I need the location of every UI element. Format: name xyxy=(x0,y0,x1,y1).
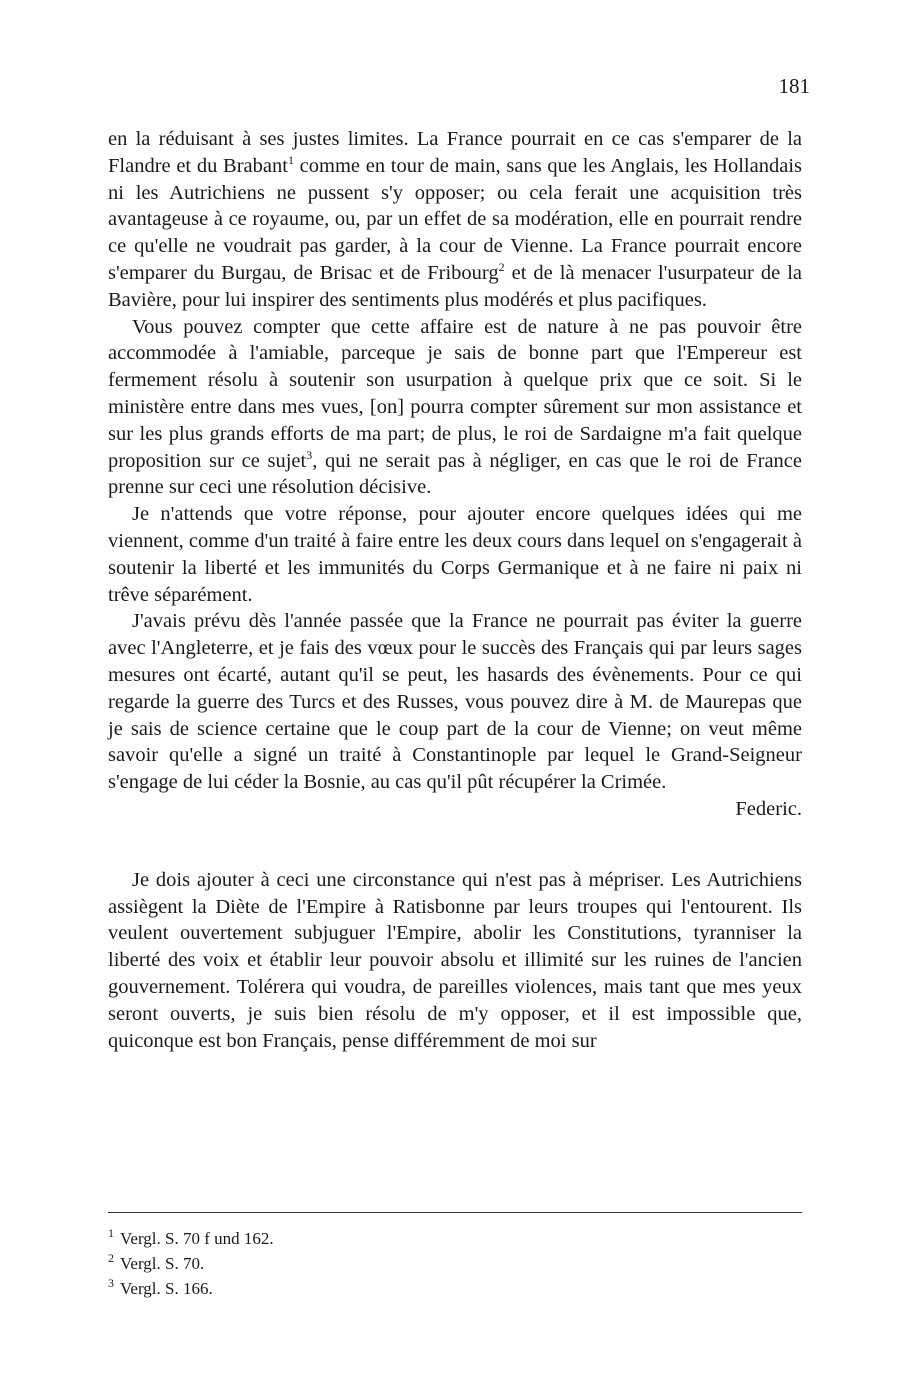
footnote-ref-3[interactable]: 3 xyxy=(306,447,313,462)
footnote-1 xyxy=(108,1226,802,1251)
paragraph-2-text-b: , qui ne serait pas à négliger, en cas que le roi de France prenne sur ceci une résolution décisive. xyxy=(108,449,802,499)
page-number: 181 xyxy=(778,74,810,98)
postscript-paragraph: Je dois ajouter à ceci une circonstance qui n'est pas à mépriser. Les Autrichiens assiègent la Diète de l'Empire à Ratisbonne par leurs troupes qui l'entourent. Ils veulent ouvertement subjuguer l'Empire, abolir les Constitutions, tyranniser la liberté des voix et établir leur pouvoir absolu et illimité sur les ruines de l'ancien gouvernement. Tolérera qui voudra, de pareilles violences, mais tant que mes yeux seront ouverts, je suis bien résolu de m'y opposer, et il est impossible que, quiconque est bon Français, pense différemment de moi sur xyxy=(108,868,802,1052)
footnote-text: Vergl. S. 166. xyxy=(120,1279,213,1298)
paragraph-1 xyxy=(108,126,802,314)
footnotes xyxy=(108,1226,802,1301)
paragraph-1-text-a: en la réduisant à ses justes limites. La France pourrait en ce cas s'emparer de la Flandre et du Brabant xyxy=(108,128,802,177)
footnote-divider xyxy=(108,1212,802,1213)
footnote-3 xyxy=(108,1276,802,1301)
paragraph-2 xyxy=(108,314,802,502)
paragraph-3: Je n'attends que votre réponse, pour ajouter encore quelques idées qui me viennent, comme d'un traité à faire entre les deux cours dans lequel on s'engagerait à soutenir la liberté et les immunités du Corps Germanique et à ne faire ni paix ni trêve séparément. xyxy=(108,503,802,606)
footnote-ref-1[interactable]: 1 xyxy=(287,152,294,167)
footnote-mark: 1 xyxy=(108,1226,114,1241)
footnote-2 xyxy=(108,1251,802,1276)
section-gap xyxy=(108,823,802,867)
paragraph-1-text-c: et de là menacer l'usurpateur de la Bavière, pour lui inspirer des sentiments plus modérés et plus pacifiques. xyxy=(108,261,802,311)
paragraph-2-text-a: Vous pouvez compter que cette affaire est de nature à ne pas pouvoir être accommodée à l'amiable, parceque je sais de bonne part que l'Empereur est fermement résolu à soutenir son usurpation à quelque prix que ce soit. Si le ministère entre dans mes vues, [on] pourra compter sûrement sur mon assistance et sur les plus grands efforts de ma part; de plus, le roi de Sardaigne m'a fait quelque proposition sur ce sujet xyxy=(108,315,802,472)
footnote-ref-2[interactable]: 2 xyxy=(498,260,505,275)
footnote-text: Vergl. S. 70 f und 162. xyxy=(120,1229,274,1248)
footnote-mark: 2 xyxy=(108,1251,114,1266)
paragraph-1-text-b: comme en tour de main, sans que les Anglais, les Hollandais ni les Autrichiens ne pussent s'y opposer; ou cela ferait une acquisition très avantageuse à ce royaume, ou, par un effet de sa modération, elle en pourrait rendre ce qu'elle ne voudrait pas garder, à la cour de Vienne. La France pourrait encore s'emparer du Burgau, de Brisac et de Fribourg xyxy=(108,154,802,284)
signature: Federic. xyxy=(735,797,802,820)
letter-body xyxy=(108,126,802,1054)
footnote-text: Vergl. S. 70. xyxy=(120,1254,205,1273)
paragraph-4: J'avais prévu dès l'année passée que la France ne pourrait pas éviter la guerre avec l'Angleterre, et je fais des vœux pour le succès des Français qui par leurs sages mesures ont écarté, autant qu'il se peut, les hasards des évènements. Pour ce qui regarde la guerre des Turcs et des Russes, vous pouvez dire à M. de Maurepas que je sais de science certaine que le coup part de la cour de Vienne; on veut même savoir qu'elle a signé un traité à Constantinople par lequel le Grand-Seigneur s'engage de lui céder la Bosnie, au cas qu'il pût récupérer la Crimée. xyxy=(108,610,802,794)
footnote-mark: 3 xyxy=(108,1276,114,1291)
